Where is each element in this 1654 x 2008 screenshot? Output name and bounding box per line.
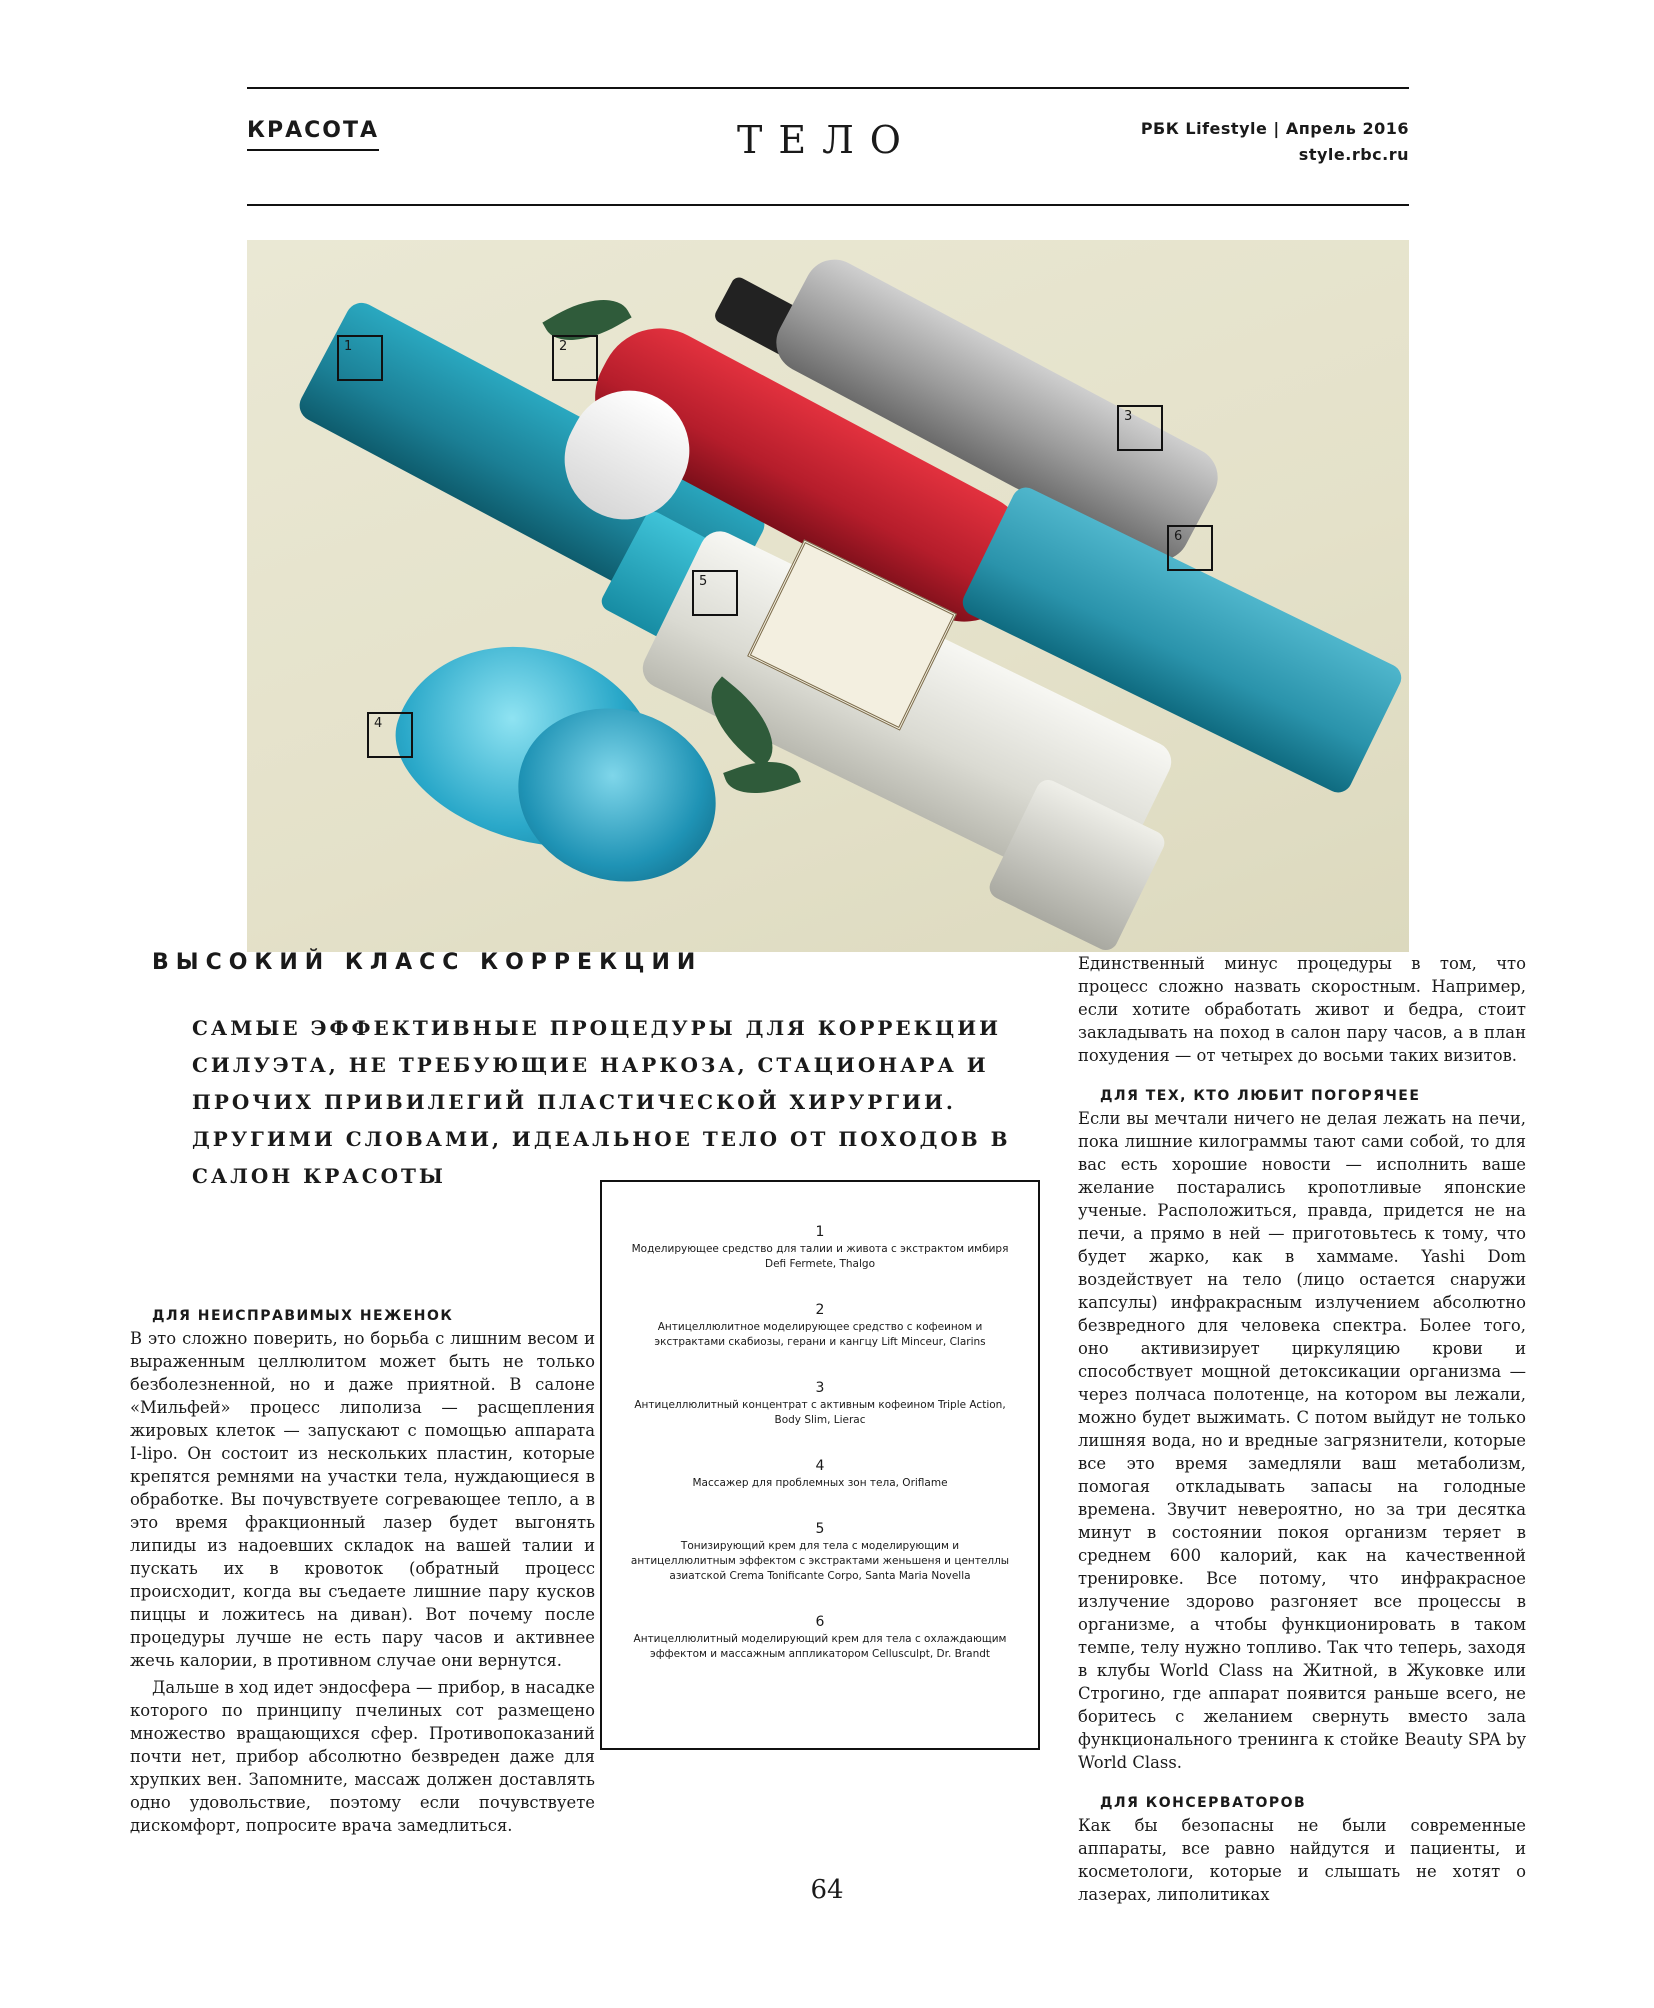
product-description: Массажер для проблемных зон тела, Oriflame [692, 1477, 948, 1489]
left-paragraph-1: В это сложно поверить, но борьба с лишним весом и выраженным целлюлитом может быть не только безболезненной, но и даже приятной. В салоне «Мильфей» процесс липолиза — расщепления жировых клеток — запускают с помощью аппарата I-lipo. Он состоит из нескольких пластин, которые крепятся ремнями на участки тела, нуждающиеся в обработке. Вы почувствуете согревающее тепло, а в это время фракционный лазер будет выгонять липиды из надоевших складок на вашей талии и пускать их в кровоток (обратный процесс происходит, когда вы съедаете лишние пару кусков пиццы и ложитесь на диван). Вот почему после процедуры лучше не есть пару часов и активнее жечь калории, в противном случае они вернутся. [130, 1329, 595, 1670]
page-title: ТЕЛО [737, 118, 917, 162]
product-number: 1 [815, 1224, 825, 1240]
product-item [602, 1456, 1038, 1491]
product-item [602, 1222, 1038, 1272]
right-paragraph-1: Если вы мечтали ничего не делая лежать на печи, пока лишние килограммы тают сами собой, то для вас есть хорошие новости — исполнить ваше желание постарались кропотливые японские ученые. Расположиться, правда, придется не на печи, а прямо в ней — приготовьтесь к тому, что будет жарко, как в хаммаме. Yashi Dom воздействует на тело (лицо остается снаружи капсулы) инфракрасным излучением абсолютно безвредного для человека спектра. Более того, оно активизирует циркуляцию крови и способствует мощной детоксикации организма — через полчаса полотенце, на котором вы лежали, можно будет выжимать. С потом выйдут не только лишняя вода, но и вредные загрязнители, которые все это время замедляли ваш метаболизм, помогая откладывать запасы на голодные времена. Звучит невероятно, но за три десятка минут в состоянии покоя организм теряет в среднем 600 калорий, как на качественной тренировке. Все потому, что инфракрасное излучение здорово разгоняет все процессы в организме, а чтобы функционировать в таком темпе, телу нужно топливо. Так что теперь, заходя в клубы World Class на Житной, в Жуковке или Строгино, где аппарат появится раньше всего, не боритесь с желанием свернуть вместо зала функционального тренинга к стойке Beauty SPA by World Class. [1078, 1109, 1526, 1772]
product-description: Антицеллюлитный концентрат с активным кофеином Triple Action, Body Slim, Lierac [634, 1399, 1006, 1426]
product-description: Моделирующее средство для талии и живота с экстрактом имбиря Defi Fermete, Thalgo [631, 1243, 1009, 1270]
publication-site: style.rbc.ru [1298, 145, 1409, 164]
right-paragraph-0: Единственный минус процедуры в том, что процесс сложно назвать скоростным. Например, если хотите обработать живот и бедра, стоит закладывать на поход в салон пару часов, а в план похудения — от четырех до восьми таких визитов. [1078, 954, 1526, 1065]
product-item [602, 1378, 1038, 1428]
product-number: 5 [815, 1521, 825, 1537]
product-description: Антицеллюлитное моделирующее средство с кофеином и экстрактами скабиозы, герани и кангцу Lift Minceur, Clarins [654, 1321, 986, 1348]
left-column [130, 1305, 595, 1837]
subhead-pogoryachee: ДЛЯ ТЕХ, КТО ЛЮБИТ ПОГОРЯЧЕЕ [1100, 1088, 1421, 1104]
page-number: 64 [810, 1875, 844, 1905]
product-item [602, 1300, 1038, 1350]
photo-marker-3: 3 [1117, 405, 1163, 451]
product-number: 6 [815, 1614, 825, 1630]
photo-marker-4: 4 [367, 712, 413, 758]
article-lead: САМЫЕ ЭФФЕКТИВНЫЕ ПРОЦЕДУРЫ ДЛЯ КОРРЕКЦИИ СИЛУЭТА, НЕ ТРЕБУЮЩИЕ НАРКОЗА, СТАЦИОНАРА И ПРОЧИХ ПРИВИЛЕГИЙ ПЛАСТИЧЕСКОЙ ХИРУРГИИ. ДРУГИМИ СЛОВАМИ, ИДЕАЛЬНОЕ ТЕЛО ОТ ПОХОДОВ В САЛОН КРАСОТЫ [192, 1016, 1011, 1188]
subhead-konservatorov: ДЛЯ КОНСЕРВАТОРОВ [1100, 1795, 1307, 1811]
publication-issue: РБК Lifestyle | Апрель 2016 [1140, 119, 1409, 138]
product-number: 4 [815, 1458, 825, 1474]
header-top-rule [247, 87, 1409, 89]
right-column [1078, 952, 1526, 1906]
photo-marker-2: 2 [552, 335, 598, 381]
product-number: 2 [815, 1302, 825, 1318]
photo-marker-1: 1 [337, 335, 383, 381]
photo-marker-5: 5 [692, 570, 738, 616]
subhead-neisprav: ДЛЯ НЕИСПРАВИМЫХ НЕЖЕНОК [152, 1308, 454, 1324]
article-headline: ВЫСОКИЙ КЛАСС КОРРЕКЦИИ [152, 950, 703, 975]
product-description: Антицеллюлитный моделирующий крем для тела с охлаждающим эффектом и массажным аппликатором Cellusculpt, Dr. Brandt [633, 1633, 1007, 1660]
right-paragraph-2: Как бы безопасны не были современные аппараты, все равно найдутся и пациенты, и косметологи, которые и слышать не хотят о лазерах, липолитиках [1078, 1816, 1526, 1904]
product-item [602, 1612, 1038, 1662]
section-label: КРАСОТА [247, 118, 379, 151]
left-paragraph-2: Дальше в ход идет эндосфера — прибор, в насадке которого по принципу пчелиных сот размещено множество вращающихся сфер. Противопоказаний почти нет, прибор абсолютно безвреден даже для хрупких вен. Запомните, массаж должен доставлять одно удовольствие, поэтому если почувствуете дискомфорт, попросите врача замедлиться. [130, 1678, 595, 1835]
header-bottom-rule [247, 204, 1409, 206]
product-number: 3 [815, 1380, 825, 1396]
publication-info [1141, 116, 1409, 168]
product-item [602, 1519, 1038, 1584]
product-description: Тонизирующий крем для тела с моделирующим и антицеллюлитным эффектом с экстрактами женьшеня и центеллы азиатской Crema Tonificante Corpo, Santa Maria Novella [630, 1540, 1010, 1582]
product-list-box [600, 1180, 1040, 1750]
photo-marker-6: 6 [1167, 525, 1213, 571]
product-photo [247, 240, 1409, 952]
